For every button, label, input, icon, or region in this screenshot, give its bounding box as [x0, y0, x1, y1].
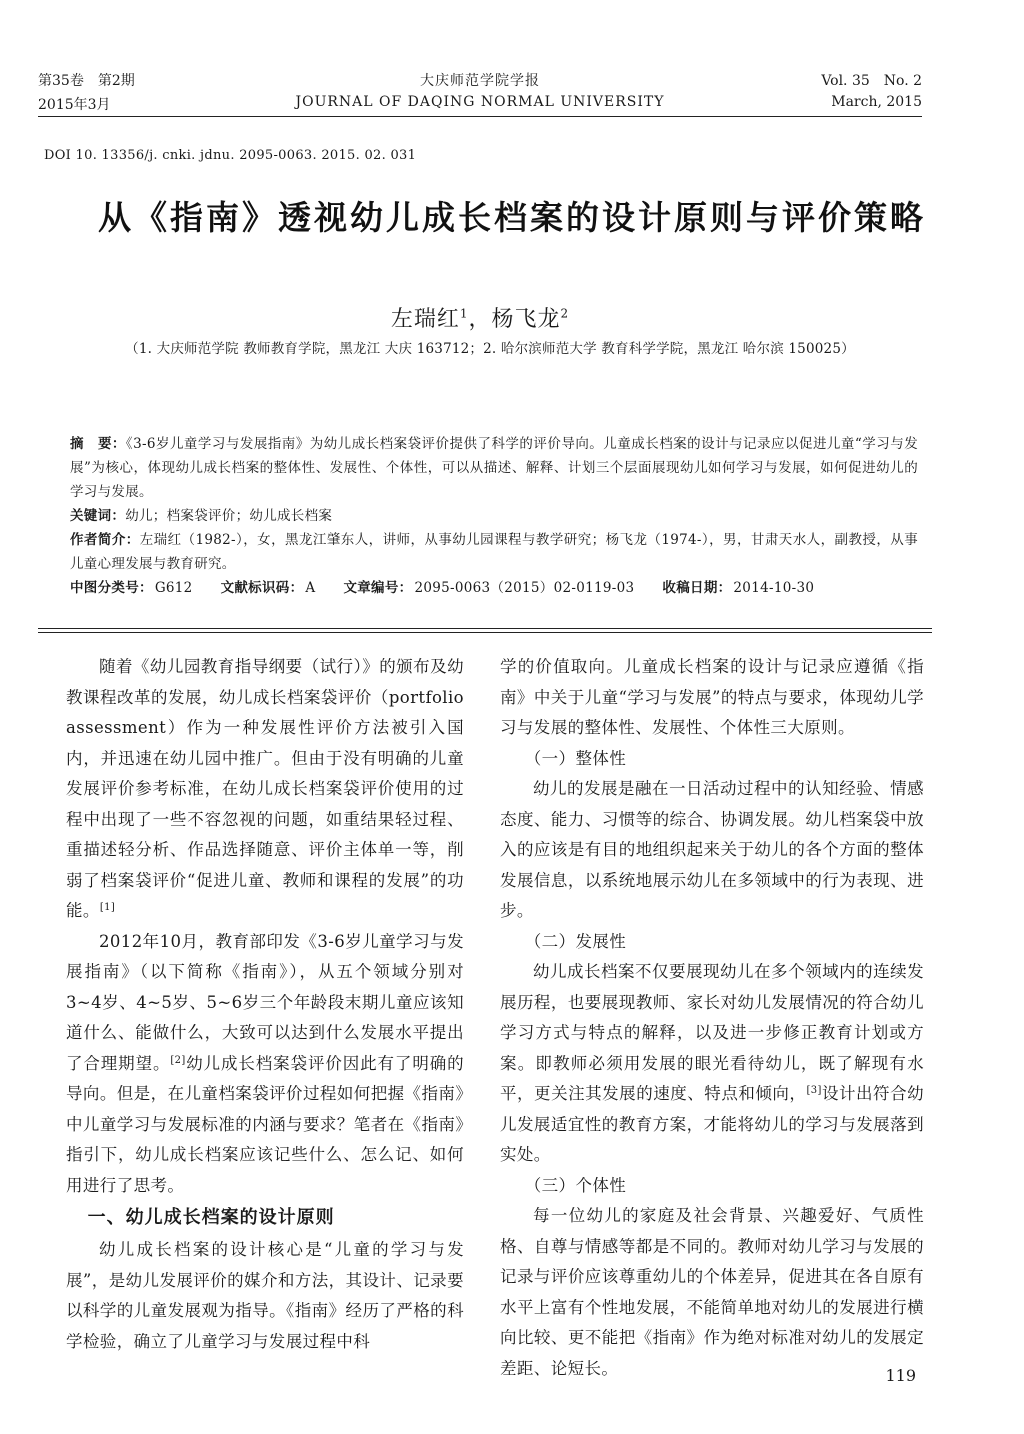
author-bio-text: 左瑞红（1982-），女，黑龙江肇东人，讲师，从事幼儿园课程与教学研究；杨飞龙（1974-），男，甘肃天水人，副教授，从事儿童心理发展与教育研究。	[70, 532, 919, 572]
clc-label: 中图分类号：	[70, 580, 153, 596]
running-header	[38, 68, 922, 118]
paragraph: 学的价值取向。儿童成长档案的设计与记录应遵循《指南》中关于儿童“学习与发展”的特点与要求，体现幼儿学习与发展的整体性、发展性、个体性三大原则。	[500, 657, 924, 737]
author-b-sup: 2	[560, 306, 570, 321]
classification	[70, 576, 918, 600]
citation-ref: [1]	[99, 902, 116, 913]
subsection-heading: （一）整体性	[524, 748, 627, 768]
header-journal-cn: 大庆师范学院学报	[420, 73, 540, 89]
received-value: 2014-10-30	[733, 580, 815, 596]
page-number: 119	[885, 1366, 916, 1385]
header-journal-en: JOURNAL OF DAQING NORMAL UNIVERSITY	[295, 94, 665, 110]
abstract-label: 摘 要：	[70, 436, 126, 452]
subsection-heading: （三）个体性	[524, 1175, 627, 1195]
header-volume: 第35卷 第2期	[38, 73, 135, 89]
article-meta	[70, 432, 918, 600]
affiliation: （1. 大庆师范学院 教师教育学院，黑龙江 大庆 163712；2. 哈尔滨师范大学 教育科学学院，黑龙江 哈尔滨 150025）	[125, 341, 855, 357]
received-label: 收稿日期：	[662, 580, 732, 596]
author-a-sup: 1	[459, 306, 469, 321]
body-column-left	[66, 652, 464, 1357]
author-a: 左瑞红	[390, 307, 460, 332]
abstract	[70, 432, 918, 504]
paragraph: 每一位幼儿的家庭及社会背景、兴趣爱好、气质性格、自尊与情感等都是不同的。教师对幼儿学习与发展的记录与评价应该尊重幼儿的个体差异，促进其在各自原有水平上富有个性地发展，不能简单地对幼儿的发展进行横向比较、更不能把《指南》作为绝对标准对幼儿的发展定差距、论短长。	[500, 1206, 924, 1378]
doc-code-label: 文献标识码：	[220, 580, 304, 596]
clc-value: G612	[154, 580, 193, 596]
subsection-heading: （二）发展性	[524, 931, 627, 951]
author-sep: ，	[468, 307, 492, 332]
doi: DOI 10. 13356/j. cnki. jdnu. 2095-0063. 2015. 02. 031	[44, 148, 417, 163]
keywords	[70, 504, 918, 528]
article-no-value: 2095-0063（2015）02-0119-03	[414, 580, 635, 596]
keywords-label: 关键词：	[70, 508, 126, 524]
paragraph: 幼儿成长档案的设计核心是“儿童的学习与发展”，是幼儿发展评价的媒介和方法，其设计、记录要以科学的儿童发展观为指导。《指南》经历了严格的科学检验，确立了儿童学习与发展过程中科	[66, 1240, 464, 1351]
header-date-cn: 2015年3月	[38, 97, 111, 113]
paragraph: 幼儿的发展是融在一日活动过程中的认知经验、情感态度、能力、习惯等的综合、协调发展。幼儿档案袋中放入的应该是有目的地组织起来关于幼儿的各个方面的整体发展信息，以系统地展示幼儿在多领域中的行为表现、进步。	[500, 779, 924, 920]
paragraph: 幼儿成长档案不仅要展现幼儿在多个领域内的连续发展历程，也要展现教师、家长对幼儿发展情况的符合幼儿学习方式与特点的解释，以及进一步修正教育计划或方案。即教师必须用发展的眼光看待幼儿，既了解现有水平，更关注其发展的速度、特点和倾向，[3]设计出符合幼儿发展适宜性的教育方案，才能将幼儿的学习与发展落到实处。	[500, 962, 924, 1164]
author-bio-label: 作者简介：	[70, 532, 140, 548]
paragraph: 2012年10月，教育部印发《3-6岁儿童学习与发展指南》（以下简称《指南》），从五个领域分别对3~4岁、4~5岁、5~6岁三个年龄段末期儿童应该知道什么、能做什么，大致可以达到什么发展水平提出了合理期望。[2]幼儿成长档案袋评价因此有了明确的导向。但是，在儿童档案袋评价过程如何把握《指南》中儿童学习与发展标准的内涵与要求？笔者在《指南》指引下，幼儿成长档案应该记些什么、怎么记、如何用进行了思考。	[66, 931, 464, 1195]
doc-code-value: A	[305, 580, 316, 596]
authors	[0, 302, 960, 333]
body-column-right	[500, 652, 924, 1384]
author-b: 杨飞龙	[491, 307, 561, 332]
citation-ref: [3]	[806, 1085, 822, 1096]
header-volume-en: Vol. 35 No. 2	[821, 73, 922, 89]
abstract-text: 《3-6岁儿童学习与发展指南》为幼儿成长档案袋评价提供了科学的评价导向。儿童成长档案的设计与记录应以促进儿童“学习与发展”为核心，体现幼儿成长档案的整体性、发展性、个体性，可以从描述、解释、计划三个层面展现幼儿如何学习与发展，如何促进幼儿的学习与发展。	[70, 436, 919, 500]
keywords-text: 幼儿；档案袋评价；幼儿成长档案	[125, 508, 333, 524]
header-rule	[38, 116, 922, 117]
author-bio	[70, 528, 918, 576]
citation-ref: [2]	[170, 1054, 186, 1066]
article-no-label: 文章编号：	[343, 580, 413, 596]
section-heading: 一、幼儿成长档案的设计原则	[87, 1207, 335, 1228]
section-rule-top	[38, 628, 932, 629]
section-rule-bottom	[38, 632, 932, 633]
paragraph: 随着《幼儿园教育指导纲要（试行）》的颁布及幼教课程改革的发展，幼儿成长档案袋评价（portfolio assessment）作为一种发展性评价方法被引入国内，并迅速在幼儿园中推广。但由于没有明确的儿童发展评价参考标准，在幼儿成长档案袋评价使用的过程中出现了一些不容忽视的问题，如重结果轻过程、重描述轻分析、作品选择随意、评价主体单一等，削弱了档案袋评价“促进儿童、教师和课程的发展”的功能。[1]	[66, 657, 464, 920]
header-date-en: March, 2015	[831, 94, 922, 110]
article-title: 从《指南》透视幼儿成长档案的设计原则与评价策略	[98, 198, 926, 237]
